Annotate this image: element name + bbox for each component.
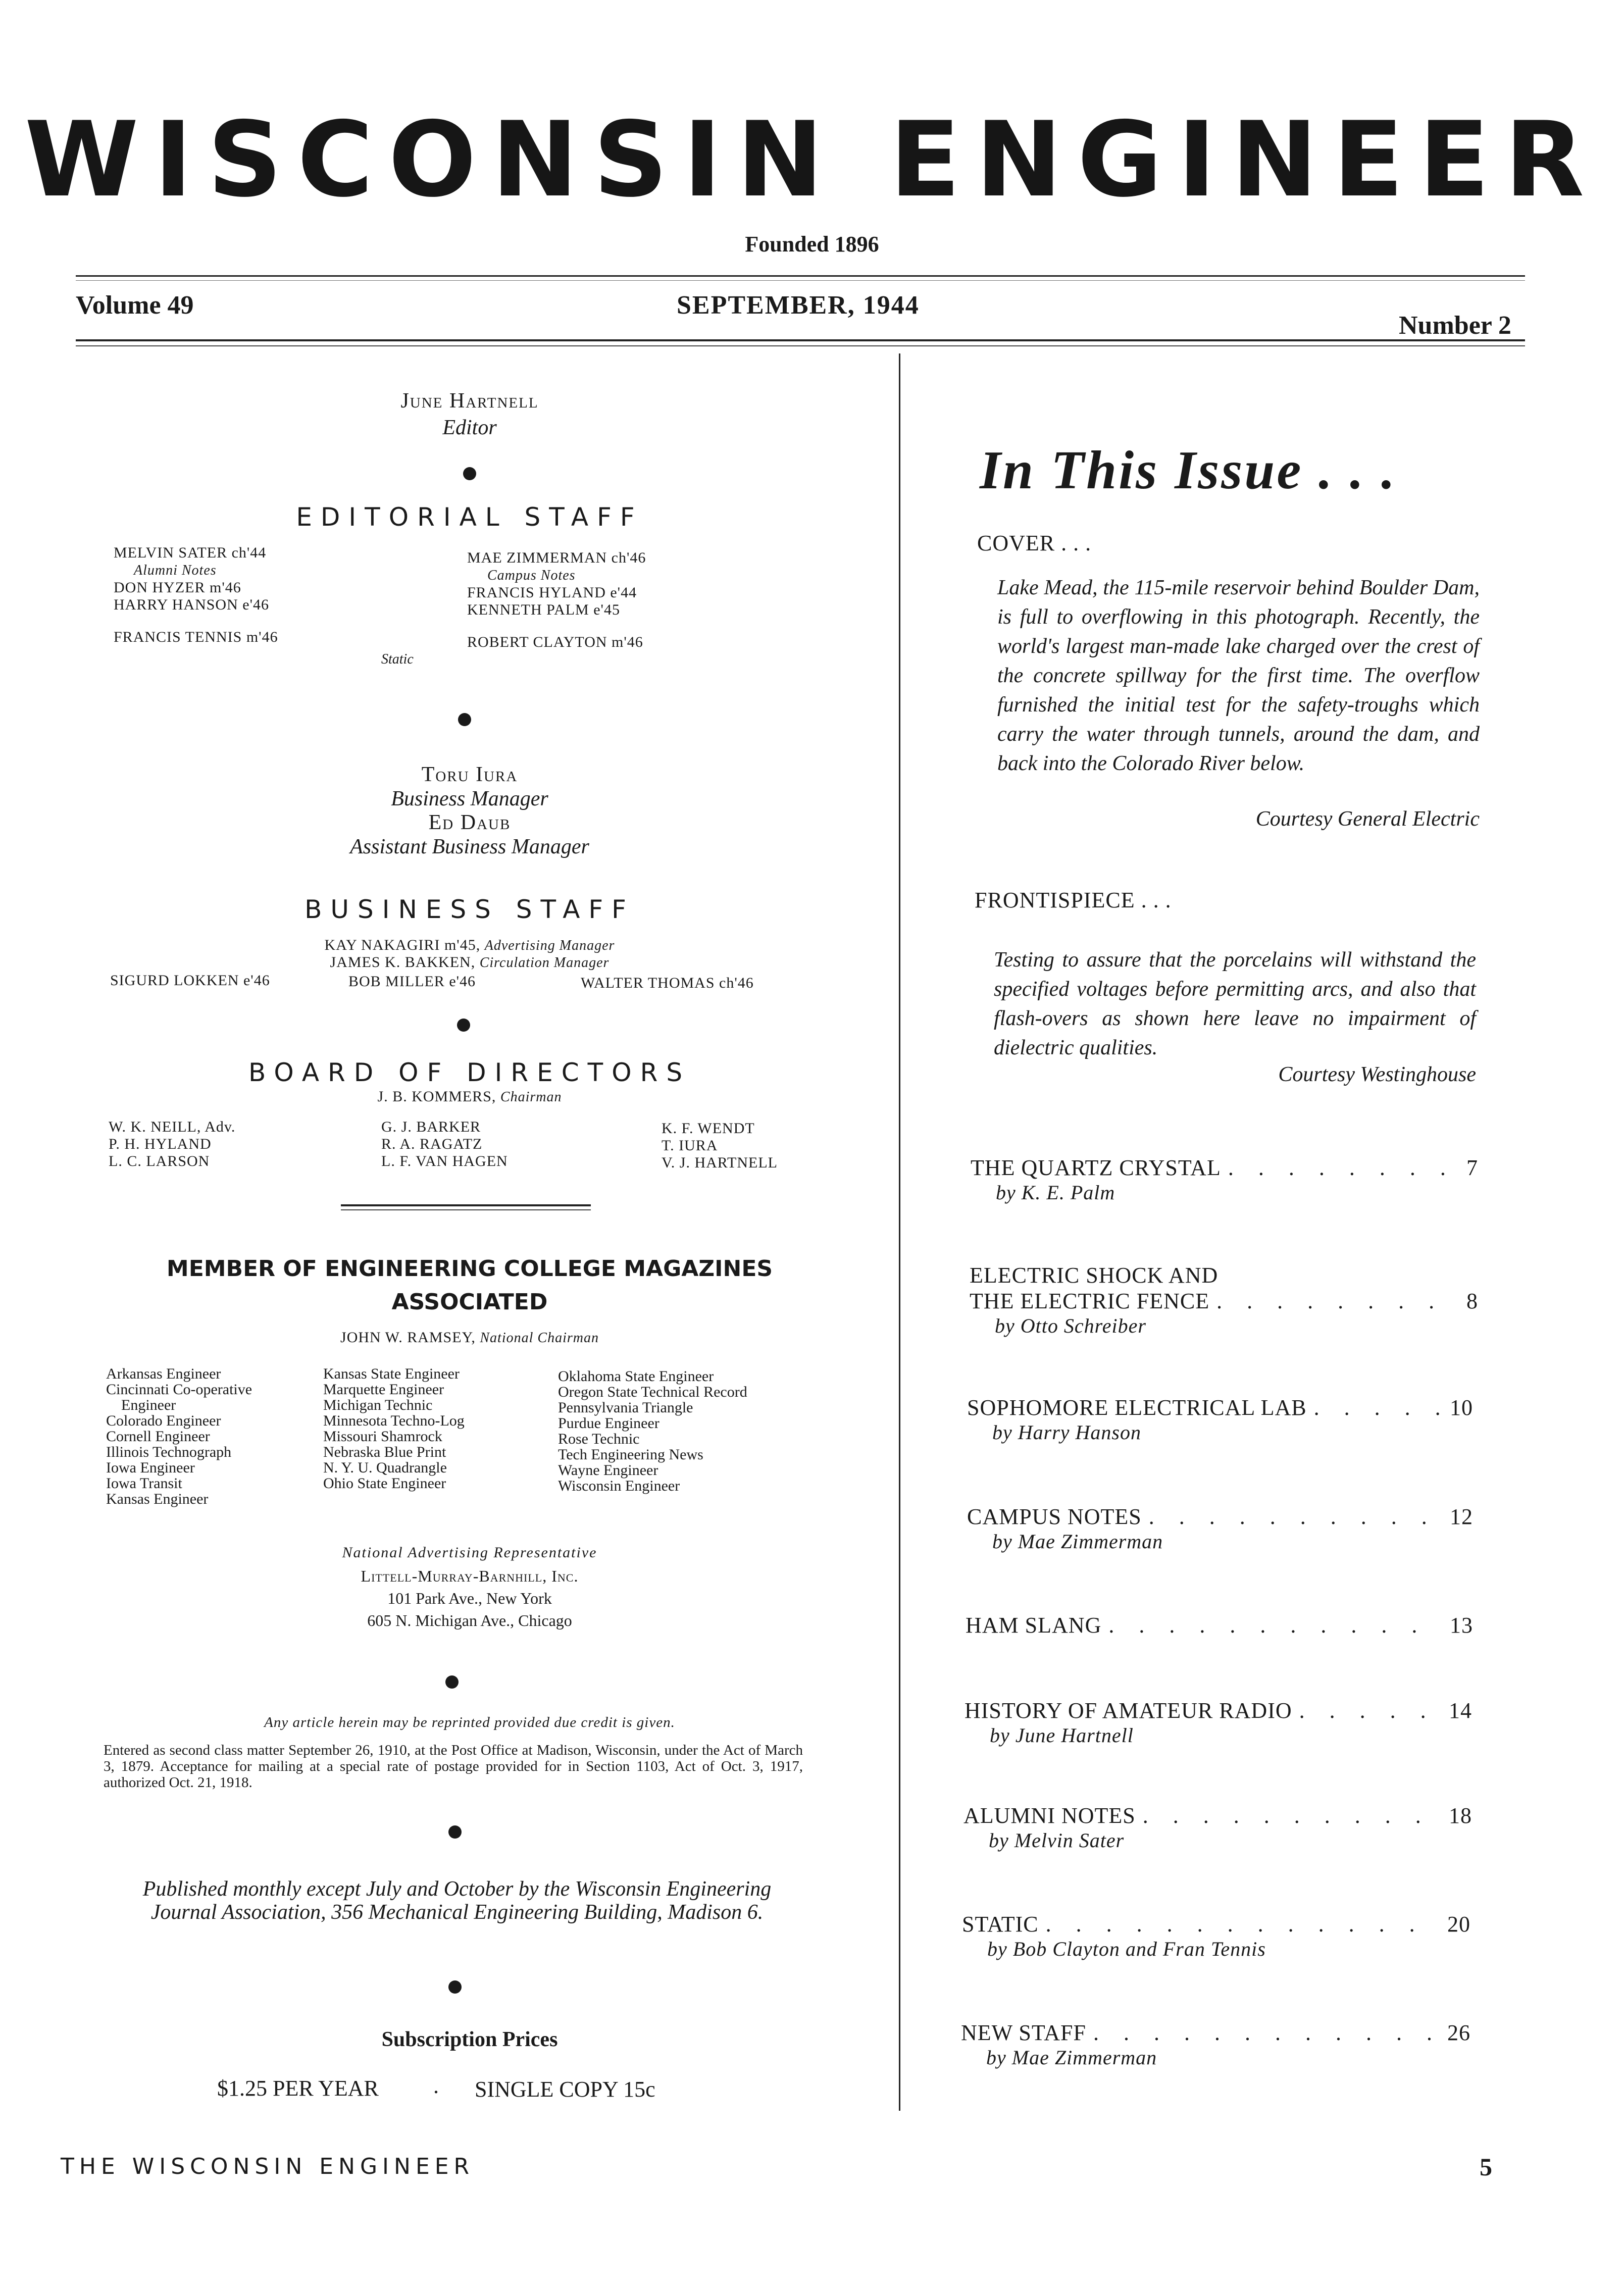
volume-label: Volume 49 bbox=[76, 291, 194, 320]
toc-author: by Mae Zimmerman bbox=[992, 1530, 1163, 1553]
toc-author: by Mae Zimmerman bbox=[986, 2046, 1157, 2069]
subscription-heading: Subscription Prices bbox=[381, 2028, 558, 2051]
member-magazines-col1 bbox=[106, 1366, 252, 1507]
board-column-2 bbox=[381, 1118, 508, 1170]
staff-member: MAE ZIMMERMAN ch'46 bbox=[467, 549, 646, 566]
staff-member: FRANCIS TENNIS m'46 bbox=[114, 629, 278, 645]
editorial-staff-left bbox=[114, 544, 278, 646]
column-divider bbox=[899, 353, 900, 2111]
assistant-manager-name: Ed Daub bbox=[428, 811, 511, 834]
board-chairman-line: J. B. KOMMERS, Chairman bbox=[377, 1088, 562, 1105]
magazine-name: N. Y. U. Quadrangle bbox=[323, 1459, 447, 1476]
magazine-name: Missouri Shamrock bbox=[323, 1428, 442, 1445]
page-number: 5 bbox=[1480, 2153, 1492, 2181]
toc-page: 10 bbox=[1450, 1395, 1473, 1420]
member-magazines-col3 bbox=[558, 1368, 747, 1494]
business-staff-heading: BUSINESS STAFF bbox=[304, 895, 635, 924]
toc-title-line1: ELECTRIC SHOCK AND bbox=[970, 1263, 1219, 1288]
masthead-rule-top-thin bbox=[76, 280, 1525, 281]
toc-author: by Bob Clayton and Fran Tennis bbox=[987, 1938, 1266, 1960]
toc-author: by Harry Hanson bbox=[992, 1421, 1141, 1444]
board-column-1 bbox=[109, 1118, 235, 1170]
advertising-firm: Littell-Murray-Barnhill, Inc. bbox=[361, 1567, 579, 1585]
magazine-name: Oklahoma State Engineer bbox=[558, 1368, 714, 1385]
subscription-separator: . bbox=[433, 2073, 439, 2098]
board-member: G. J. BARKER bbox=[381, 1118, 481, 1135]
entry-notice: Entered as second class matter September 26, 1910, at the Post Office at Madison, Wisconsin, under the Act of March 3, 1879. Acceptance for mailing at a special rate of postage provided for in Section 1103, Act of Oct. 3, 1917, authorized Oct. 21, 1918. bbox=[104, 1742, 803, 1791]
toc-page: 13 bbox=[1450, 1613, 1473, 1638]
cover-heading: COVER . . . bbox=[977, 531, 1092, 555]
magazine-name: Marquette Engineer bbox=[323, 1381, 444, 1398]
publication-notice: Published monthly except July and October by the Wisconsin Engineering Journal Association, 356 Mechanical Engineering Building, Madison 6. bbox=[142, 1877, 772, 1924]
staff-member: FRANCIS HYLAND e'44 bbox=[467, 584, 637, 601]
toc-page: 7 bbox=[1466, 1155, 1478, 1180]
issue-number: Number 2 bbox=[1399, 311, 1511, 340]
toc-author: by Melvin Sater bbox=[989, 1829, 1125, 1852]
advertising-address-1: 101 Park Ave., New York bbox=[387, 1589, 552, 1607]
separator-bullet bbox=[457, 1019, 470, 1032]
masthead-title: WISCONSIN ENGINEER bbox=[24, 100, 1600, 220]
in-this-issue-heading: In This Issue . . . bbox=[980, 440, 1397, 500]
footer-publication-name: THE WISCONSIN ENGINEER bbox=[61, 2154, 475, 2179]
toc-page: 18 bbox=[1449, 1803, 1472, 1828]
editorial-staff-heading: EDITORIAL STAFF bbox=[296, 502, 643, 532]
toc-entry[interactable] bbox=[963, 1803, 1472, 1852]
assistant-manager-role: Assistant Business Manager bbox=[350, 835, 589, 858]
frontispiece-credit: Courtesy Westinghouse bbox=[1278, 1063, 1476, 1086]
toc-entry[interactable] bbox=[971, 1155, 1478, 1204]
separator-bullet bbox=[448, 1980, 462, 1994]
section-rule bbox=[341, 1204, 591, 1206]
magazine-name: Tech Engineering News bbox=[558, 1446, 703, 1463]
magazine-name: Iowa Transit bbox=[106, 1475, 182, 1492]
section-rule-thin bbox=[341, 1209, 591, 1210]
advertising-address-2: 605 N. Michigan Ave., Chicago bbox=[367, 1611, 572, 1630]
subscription-price-year: $1.25 PER YEAR bbox=[217, 2076, 379, 2101]
toc-author: by Otto Schreiber bbox=[995, 1314, 1146, 1337]
toc-entry[interactable] bbox=[970, 1262, 1478, 1338]
cover-credit: Courtesy General Electric bbox=[1255, 807, 1480, 831]
board-column-3 bbox=[662, 1120, 778, 1172]
staff-note: Campus Notes bbox=[487, 568, 576, 583]
toc-page: 8 bbox=[1466, 1289, 1478, 1313]
magazine-name: Colorado Engineer bbox=[106, 1412, 221, 1429]
magazine-name: Wisconsin Engineer bbox=[558, 1478, 680, 1494]
reprint-notice: Any article herein may be reprinted provided due credit is given. bbox=[264, 1714, 675, 1731]
advertising-heading: National Advertising Representative bbox=[342, 1544, 597, 1561]
toc-title: STATIC bbox=[962, 1912, 1039, 1937]
board-member: L. F. VAN HAGEN bbox=[381, 1153, 508, 1169]
magazine-name: Michigan Technic bbox=[323, 1397, 433, 1413]
frontispiece-description: Testing to assure that the porcelains will withstand the specified voltages before permitting arcs, and also that flash-overs as shown here leave no impairment of dielectric qualities. bbox=[994, 948, 1476, 1059]
toc-page: 12 bbox=[1450, 1504, 1473, 1529]
toc-page: 26 bbox=[1447, 2020, 1470, 2045]
staff-member: DON HYZER m'46 bbox=[114, 579, 241, 596]
editor-name: June Hartnell bbox=[400, 389, 539, 413]
business-staff-member: WALTER THOMAS ch'46 bbox=[581, 975, 754, 991]
magazine-name: Rose Technic bbox=[558, 1431, 640, 1447]
editorial-staff-right bbox=[467, 549, 646, 651]
toc-entry[interactable] bbox=[961, 2020, 1470, 2069]
magazine-name: Iowa Engineer bbox=[106, 1459, 195, 1476]
toc-title: SOPHOMORE ELECTRICAL LAB bbox=[967, 1395, 1307, 1420]
toc-entry[interactable] bbox=[967, 1395, 1473, 1444]
staff-member: MELVIN SATER ch'44 bbox=[114, 544, 267, 561]
magazine-name: Purdue Engineer bbox=[558, 1415, 659, 1432]
business-manager-name: Toru Iura bbox=[421, 763, 518, 786]
toc-title: NEW STAFF bbox=[961, 2020, 1086, 2045]
staff-member: KENNETH PALM e'45 bbox=[467, 601, 620, 618]
separator-bullet bbox=[463, 467, 476, 480]
toc-entry[interactable] bbox=[966, 1612, 1473, 1638]
advertising-manager-line: KAY NAKAGIRI m'45, Advertising Manager bbox=[324, 937, 615, 953]
toc-title: ALUMNI NOTES bbox=[963, 1803, 1136, 1828]
static-note: Static bbox=[381, 651, 414, 667]
magazine-name: Nebraska Blue Print bbox=[323, 1444, 446, 1460]
magazine-name: Kansas Engineer bbox=[106, 1491, 209, 1507]
separator-bullet bbox=[445, 1675, 459, 1689]
member-magazines-col2 bbox=[323, 1366, 465, 1491]
founded-line: Founded 1896 bbox=[745, 232, 879, 257]
toc-title: HISTORY OF AMATEUR RADIO bbox=[965, 1698, 1292, 1723]
separator-bullet bbox=[458, 713, 471, 726]
toc-entry[interactable] bbox=[967, 1504, 1473, 1553]
toc-title: HAM SLANG bbox=[966, 1613, 1102, 1638]
staff-note: Alumni Notes bbox=[134, 563, 217, 578]
staff-member: HARRY HANSON e'46 bbox=[114, 596, 269, 613]
toc-title: CAMPUS NOTES bbox=[967, 1504, 1142, 1529]
toc-entry[interactable] bbox=[965, 1698, 1472, 1747]
toc-title: THE QUARTZ CRYSTAL bbox=[971, 1155, 1221, 1180]
magazine-name: Illinois Technograph bbox=[106, 1444, 232, 1460]
magazine-name: Minnesota Techno-Log bbox=[323, 1412, 465, 1429]
magazine-name: Kansas State Engineer bbox=[323, 1365, 460, 1382]
magazine-name: Engineer bbox=[121, 1397, 176, 1413]
member-chairman-line: JOHN W. RAMSEY, National Chairman bbox=[340, 1329, 599, 1346]
board-heading: BOARD OF DIRECTORS bbox=[248, 1058, 691, 1087]
magazine-name: Arkansas Engineer bbox=[106, 1365, 221, 1382]
business-staff-member: BOB MILLER e'46 bbox=[348, 973, 476, 990]
toc-page: 14 bbox=[1449, 1698, 1472, 1723]
toc-author: by K. E. Palm bbox=[996, 1181, 1115, 1204]
masthead-rule-bottom-thin bbox=[76, 345, 1525, 346]
magazine-name: Ohio State Engineer bbox=[323, 1475, 446, 1492]
board-member: R. A. RAGATZ bbox=[381, 1136, 483, 1152]
magazine-name: Wayne Engineer bbox=[558, 1462, 658, 1479]
board-member: L. C. LARSON bbox=[109, 1153, 210, 1169]
business-staff-member: SIGURD LOKKEN e'46 bbox=[110, 972, 270, 989]
editor-role: Editor bbox=[442, 416, 497, 439]
member-heading-line1: MEMBER OF ENGINEERING COLLEGE MAGAZINES bbox=[166, 1256, 773, 1282]
business-manager-role: Business Manager bbox=[391, 787, 548, 810]
member-heading-line2: ASSOCIATED bbox=[391, 1289, 548, 1315]
frontispiece-heading: FRONTISPIECE . . . bbox=[975, 888, 1172, 912]
board-member: T. IURA bbox=[662, 1137, 718, 1154]
board-member: W. K. NEILL, Adv. bbox=[109, 1118, 236, 1135]
cover-description: Lake Mead, the 115-mile reservoir behind Boulder Dam, is full to overflowing in this photograph. Recently, the world's largest man-made lake charged over the crest of the concrete spillway for the first time. The overflow furnished the initial test for the safety-troughs which carry the water through tunnels, around the dam, and back into the Colorado River below. bbox=[997, 576, 1480, 775]
circulation-manager-line: JAMES K. BAKKEN, Circulation Manager bbox=[330, 954, 610, 971]
board-member: V. J. HARTNELL bbox=[662, 1154, 778, 1171]
magazine-name: Oregon State Technical Record bbox=[558, 1384, 747, 1400]
magazine-name: Cincinnati Co-operative bbox=[106, 1381, 252, 1398]
toc-entry[interactable] bbox=[962, 1911, 1470, 1961]
magazine-name: Pennsylvania Triangle bbox=[558, 1399, 693, 1416]
masthead-rule-top bbox=[76, 275, 1525, 277]
toc-author: by June Hartnell bbox=[990, 1724, 1134, 1747]
staff-member: ROBERT CLAYTON m'46 bbox=[467, 634, 643, 650]
separator-bullet bbox=[448, 1825, 462, 1839]
toc-title: THE ELECTRIC FENCE bbox=[970, 1289, 1210, 1313]
issue-date: SEPTEMBER, 1944 bbox=[677, 291, 920, 320]
magazine-name: Cornell Engineer bbox=[106, 1428, 210, 1445]
subscription-price-single: SINGLE COPY 15c bbox=[475, 2077, 655, 2102]
toc-page: 20 bbox=[1447, 1912, 1470, 1937]
board-member: K. F. WENDT bbox=[662, 1120, 755, 1137]
masthead-rule-bottom bbox=[76, 339, 1525, 341]
board-member: P. H. HYLAND bbox=[109, 1136, 212, 1152]
